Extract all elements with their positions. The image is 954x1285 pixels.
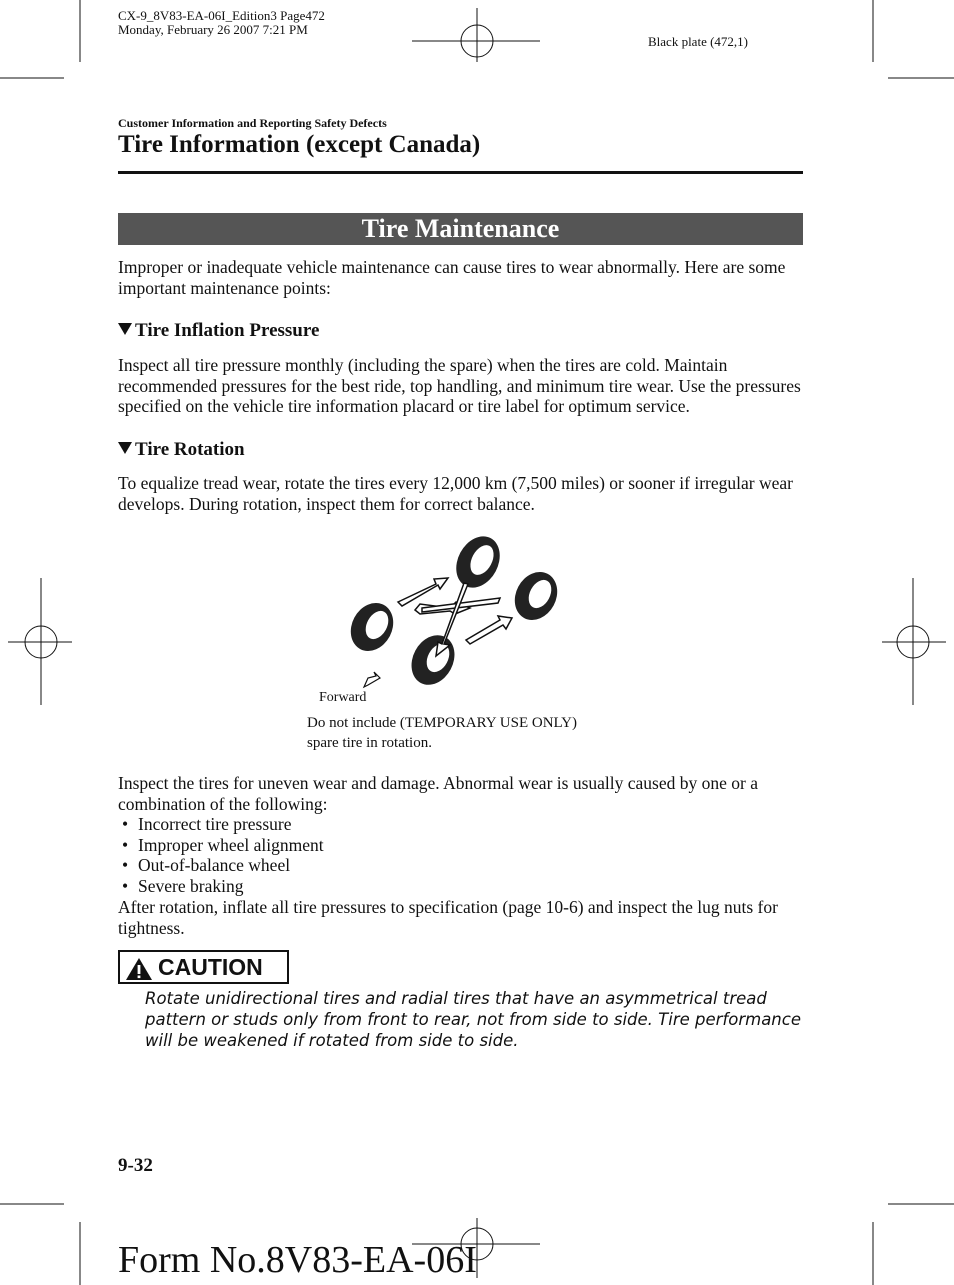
file-info <box>118 9 325 37</box>
inflation-heading-text: Tire Inflation Pressure <box>135 320 320 341</box>
triangle-bullet-icon <box>118 323 132 335</box>
title-rule <box>118 171 803 174</box>
causes-list <box>118 814 718 896</box>
caption-line-2: spare tire in rotation. <box>307 735 432 751</box>
rotation-heading-text: Tire Rotation <box>135 439 245 460</box>
page-number: 9-32 <box>118 1155 153 1176</box>
after-rotation-paragraph: After rotation, inflate all tire pressures to specification (page 10-6) and inspect the lug nuts for tightness. <box>118 897 778 938</box>
list-item: • Incorrect tire pressure <box>118 814 718 835</box>
figure-caption <box>307 713 577 753</box>
plate-label: Black plate (472,1) <box>648 34 748 49</box>
forward-arrow-icon <box>364 672 380 687</box>
date-line: Monday, February 26 2007 7:21 PM <box>118 22 308 37</box>
tire-front-right-icon <box>403 628 463 692</box>
caution-label-box <box>118 950 289 984</box>
intro-paragraph: Improper or inadequate vehicle maintenance can cause tires to wear abnormally. Here are some important maintenance points: <box>118 257 786 298</box>
warning-triangle-icon <box>125 957 153 981</box>
triangle-bullet-icon <box>118 442 132 454</box>
chapter-title: Tire Information (except Canada) <box>118 131 481 158</box>
form-number: Form No.8V83-EA-06I <box>118 1239 477 1281</box>
caution-label: CAUTION <box>158 954 263 980</box>
tire-rotation-diagram <box>340 532 580 692</box>
list-item: • Improper wheel alignment <box>118 835 718 856</box>
tire-rear-right-icon <box>448 532 509 595</box>
tire-front-left-icon <box>343 596 402 659</box>
tire-rear-left-icon <box>507 565 566 628</box>
forward-label: Forward <box>319 690 367 705</box>
list-item: • Severe braking <box>118 876 718 897</box>
file-line: CX-9_8V83-EA-06I_Edition3 Page472 <box>118 8 325 23</box>
inflation-heading <box>118 320 319 342</box>
inflation-paragraph: Inspect all tire pressure monthly (including the spare) when the tires are cold. Maintain recommended pressures for the best ride, top handling, and minimum tire wear. Use the pressures specified on the vehicle tire information placard or tire label for optimum service. <box>118 355 801 416</box>
section-band-title: Tire Maintenance <box>118 213 803 245</box>
list-item: • Out-of-balance wheel <box>118 855 718 876</box>
caption-line-1: Do not include (TEMPORARY USE ONLY) <box>307 715 578 731</box>
inspect-paragraph: Inspect the tires for uneven wear and damage. Abnormal wear is usually caused by one or a combination of the following: <box>118 773 758 814</box>
rotation-paragraph: To equalize tread wear, rotate the tires every 12,000 km (7,500 miles) or sooner if irregular wear develops. During rotation, inspect them for correct balance. <box>118 473 793 514</box>
rotation-arrows <box>398 578 512 656</box>
rotation-heading <box>118 439 245 461</box>
section-label: Customer Information and Reporting Safety Defects <box>118 116 387 130</box>
caution-text: Rotate unidirectional tires and radial tires that have an asymmetrical tread pattern or studs only from front to rear, not from side to side. Tire performance will be weakened if rotated from side to side. <box>145 989 801 1050</box>
